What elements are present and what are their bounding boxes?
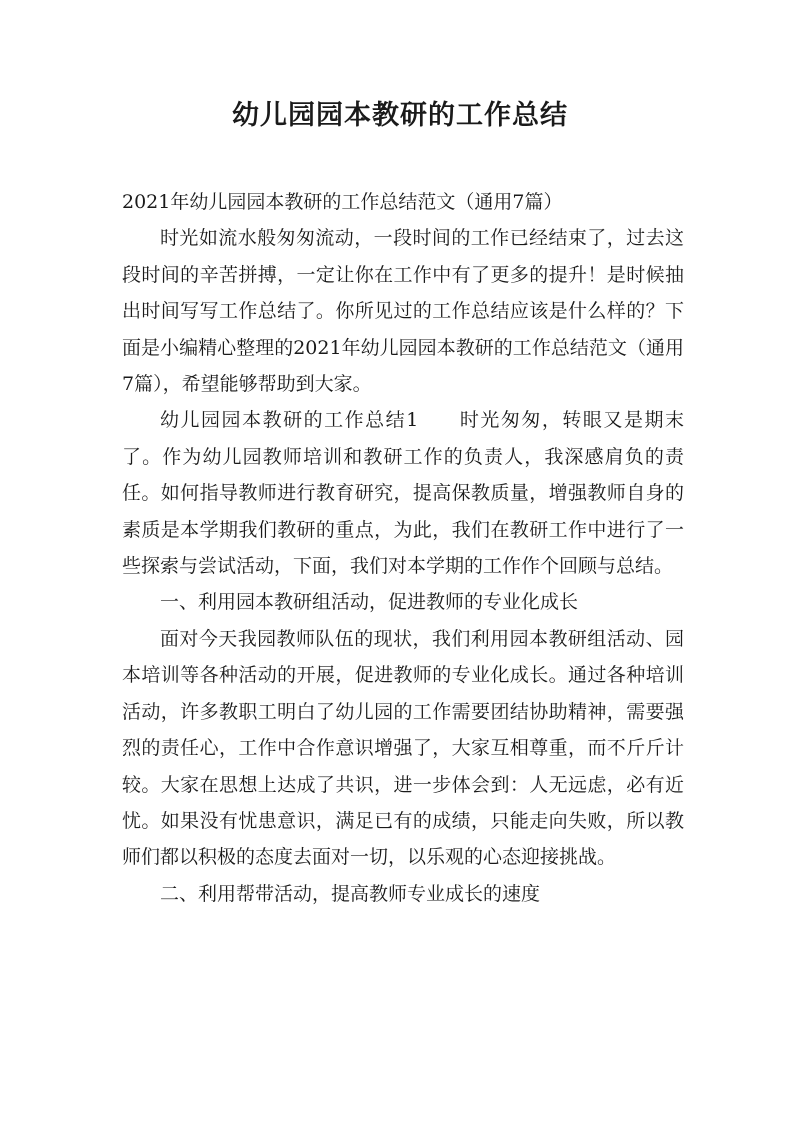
intro-paragraph: 时光如流水般匆匆流动，一段时间的工作已经结束了，过去这段时间的辛苦拼搏，一定让你在工作中有了更多的提升！是时候抽出时间写写工作总结了。你所见过的工作总结应该是什么样的？下面是小编精心整理的2021年幼儿园园本教研的工作总结范文（通用7篇），希望能够帮助到大家。 xyxy=(122,227,684,396)
section-heading-1: 一、利用园本教研组活动，促进教师的专业化成长 xyxy=(160,591,579,614)
document-body xyxy=(122,184,684,912)
section-heading-2: 二、利用帮带活动，提高教师专业成长的速度 xyxy=(160,882,541,905)
document-title: 幼儿园园本教研的工作总结 xyxy=(232,100,568,131)
article-paragraph xyxy=(122,402,684,584)
section-body-1: 面对今天我园教师队伍的现状，我们利用园本教研组活动、园本培训等各种活动的开展，促进教师的专业化成长。通过各种培训活动，许多教职工明白了幼儿园的工作需要团结协助精神，需要强烈的责任心，工作中合作意识增强了，大家互相尊重，而不斤斤计较。大家在思想上达成了共识，进一步体会到：人无远虑，必有近忧。如果没有忧患意识，满足已有的成绩，只能走向失败，所以教师们都以积极的态度去面对一切，以乐观的心态迎接挑战。 xyxy=(122,627,684,869)
article-heading: 幼儿园园本教研的工作总结1 xyxy=(160,409,419,432)
document-subtitle: 2021年幼儿园园本教研的工作总结范文（通用7篇） xyxy=(122,191,563,213)
article-lead: 时光匆匆，转眼又是期末了。作为幼儿园教师培训和教研工作的负责人，我深感肩负的责任。如何指导教师进行教育研究，提高保教质量，增强教师自身的素质是本学期我们教研的重点，为此，我们在教研工作中进行了一些探索与尝试活动，下面，我们对本学期的工作作个回顾与总结。 xyxy=(122,409,684,578)
